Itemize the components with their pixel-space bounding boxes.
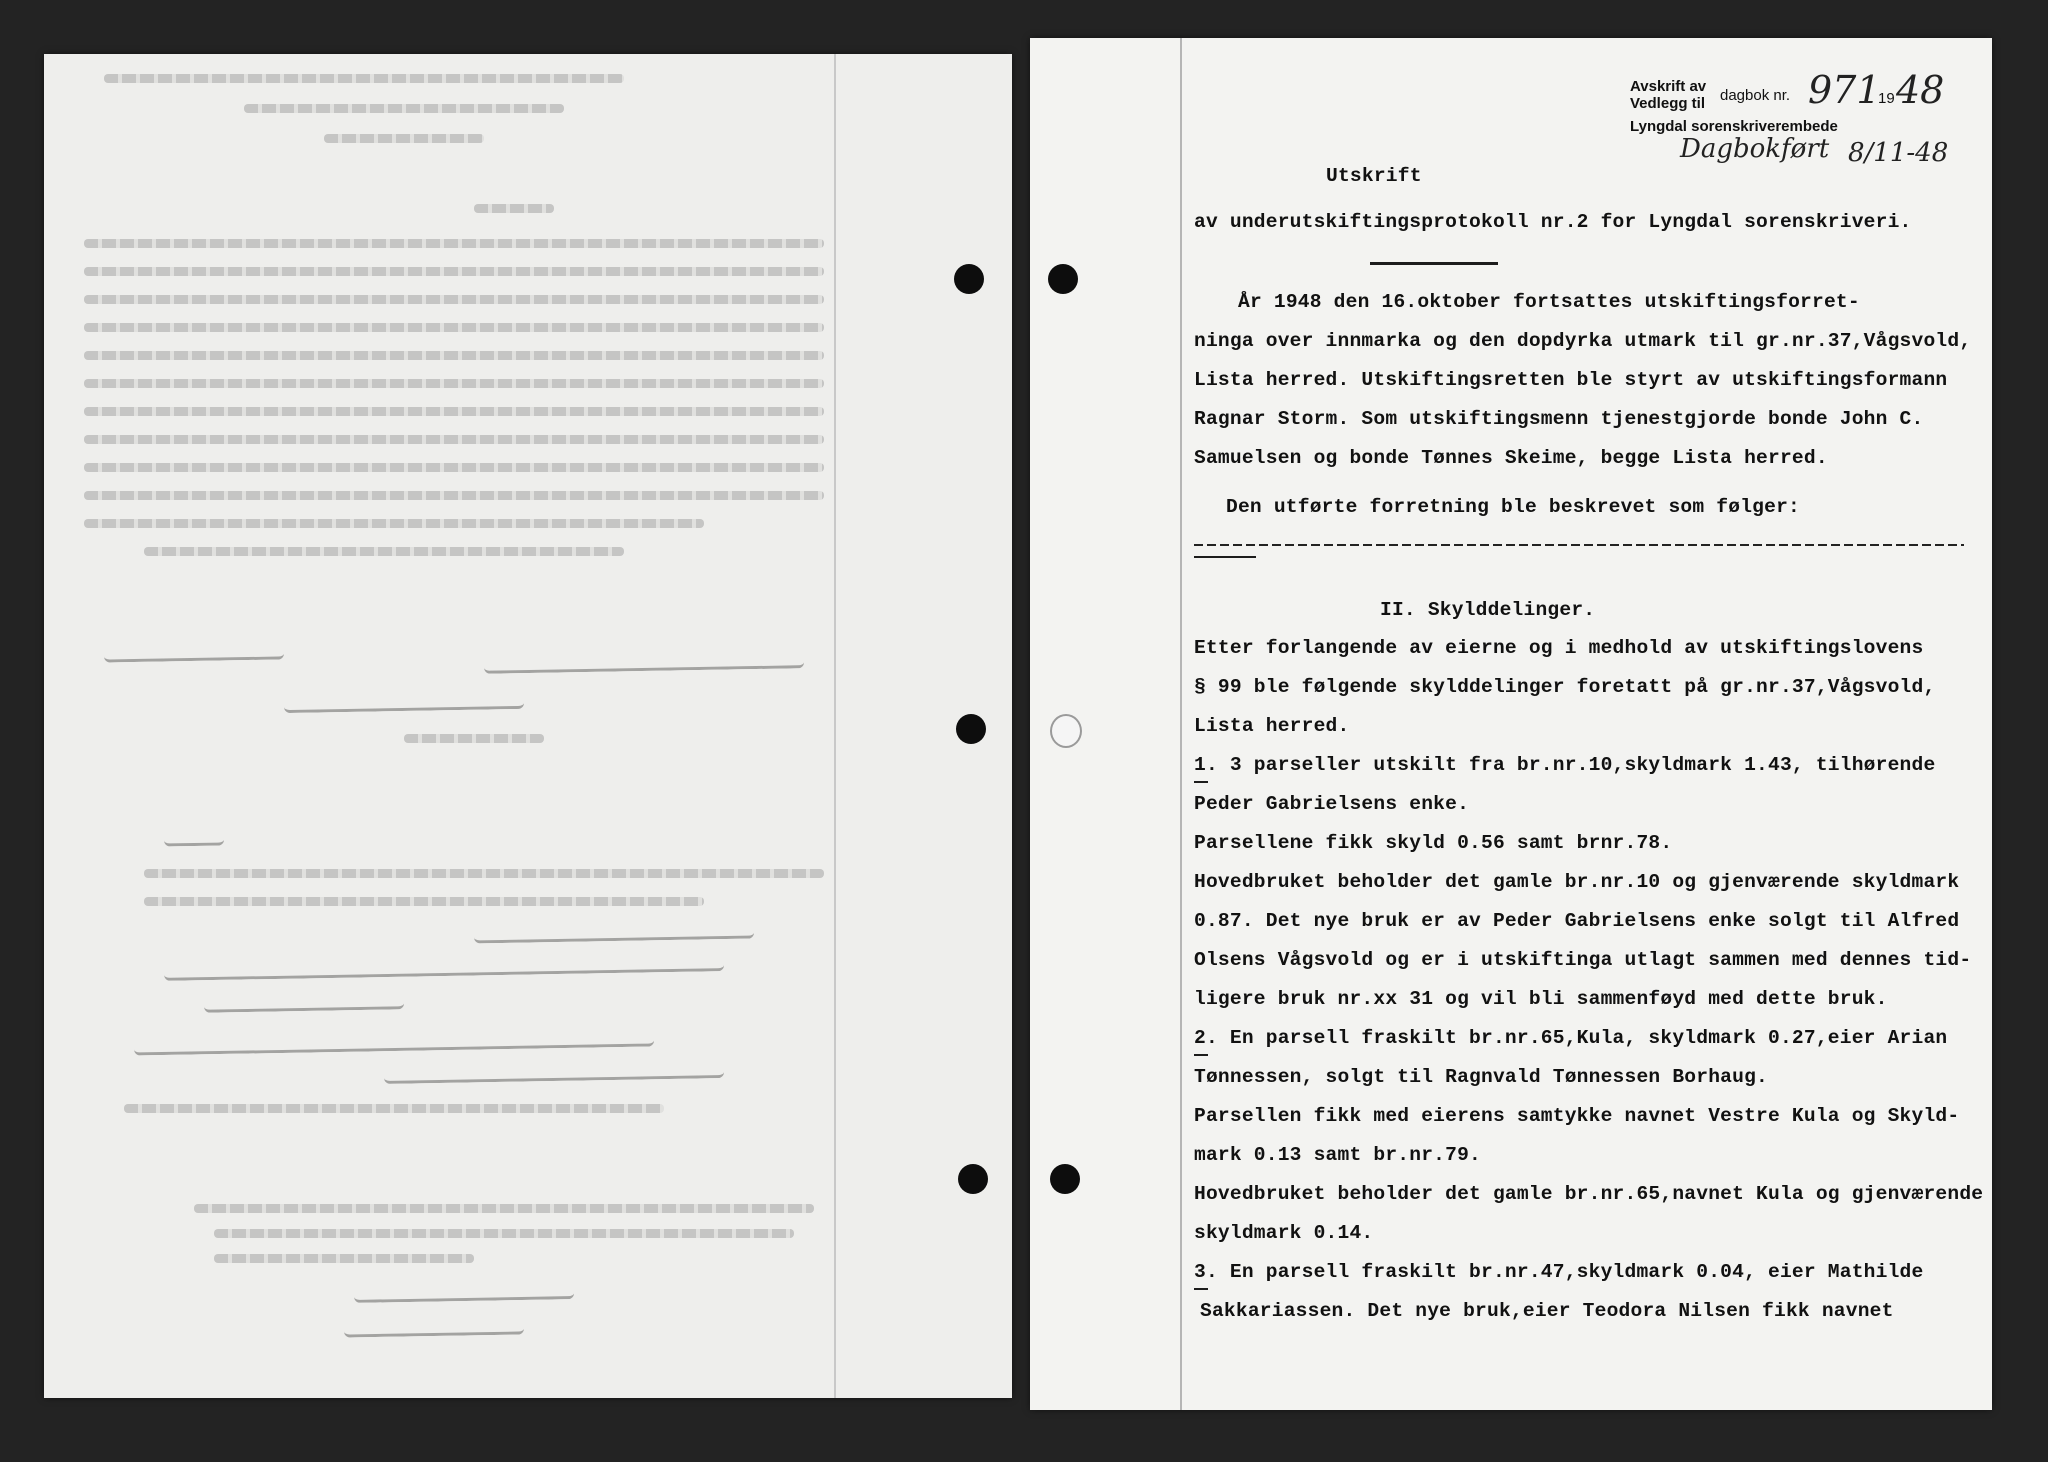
stamp-year-suffix: 48	[1896, 68, 1945, 112]
document-line: Peder Gabrielsens enke.	[1194, 793, 1470, 815]
document-line: § 99 ble følgende skylddelinger foretatt på gr.nr.37,Vågsvold,	[1194, 676, 1936, 698]
document-line: 1. 3 parseller utskilt fra br.nr.10,skyldmark 1.43, tilhørende	[1194, 754, 1936, 776]
dagbokfort-note: Dagbokført	[1680, 134, 1830, 164]
faded-text-line	[104, 74, 624, 83]
faded-signature	[474, 922, 754, 944]
document-line: av underutskiftingsprotokoll nr.2 for Lyngdal sorenskriveri.	[1194, 211, 1912, 233]
document-line: Olsens Vågsvold og er i utskiftinga utlagt sammen med dennes tid-	[1194, 949, 1972, 971]
faded-text-line	[84, 239, 824, 248]
document-line: Parsellen fikk med eierens samtykke navnet Vestre Kula og Skyld-	[1194, 1105, 1960, 1127]
punch-hole	[1050, 714, 1082, 748]
stamp-line1: Avskrift av	[1630, 78, 1707, 95]
document-line: År 1948 den 16.oktober fortsattes utskiftingsforret-	[1238, 291, 1860, 313]
faded-signature	[164, 828, 224, 846]
faded-signature	[384, 1061, 724, 1084]
faded-text-line	[124, 1104, 664, 1113]
document-heading: Utskrift	[1326, 165, 1422, 187]
document-line: Ragnar Storm. Som utskiftingsmenn tjenestgjorde bonde John C.	[1194, 408, 1924, 430]
document-line: Hovedbruket beholder det gamle br.nr.65,navnet Kula og gjenværende	[1194, 1183, 1984, 1205]
document-line: Den utførte forretning ble beskrevet som følger:	[1226, 496, 1800, 518]
dagbok-number: 971	[1808, 68, 1881, 112]
faded-text-line	[324, 134, 484, 143]
document-line: Lista herred.	[1194, 715, 1350, 737]
document-line: Lista herred. Utskiftingsretten ble styrt av utskiftingsformann	[1194, 369, 1948, 391]
faded-signature	[284, 692, 524, 713]
section-heading: II. Skylddelinger.	[1380, 599, 1596, 621]
stamp-line2: Vedlegg til	[1630, 95, 1706, 112]
faded-text-line	[474, 204, 554, 213]
number-underline	[1194, 781, 1208, 783]
faded-signature	[344, 1317, 524, 1337]
document-line: ninga over innmarka og den dopdyrka utmark til gr.nr.37,Vågsvold,	[1194, 330, 1972, 352]
faded-text-line	[84, 407, 824, 416]
right-margin-line	[1180, 38, 1182, 1410]
document-line: ligere bruk nr.xx 31 og vil bli sammenføyd med dette bruk.	[1194, 988, 1888, 1010]
faded-text-line	[144, 897, 704, 906]
faded-text-line	[84, 323, 824, 332]
document-line: 2. En parsell fraskilt br.nr.65,Kula, skyldmark 0.27,eier Arian	[1194, 1027, 1948, 1049]
document-line: mark 0.13 samt br.nr.79.	[1194, 1144, 1481, 1166]
faded-text-line	[214, 1254, 474, 1263]
faded-signature	[204, 992, 404, 1012]
faded-text-line	[144, 869, 824, 878]
document-line: Sakkariassen. Det nye bruk,eier Teodora Nilsen fikk navnet	[1200, 1300, 1894, 1322]
faded-text-line	[84, 295, 824, 304]
left-margin-line	[834, 54, 836, 1398]
document-line: 3. En parsell fraskilt br.nr.47,skyldmark 0.04, eier Mathilde	[1194, 1261, 1924, 1283]
document-line: 0.87. Det nye bruk er av Peder Gabrielsens enke solgt til Alfred	[1194, 910, 1960, 932]
number-underline	[1194, 1054, 1208, 1056]
faded-text-line	[84, 435, 824, 444]
document-line: Parsellene fikk skyld 0.56 samt brnr.78.	[1194, 832, 1673, 854]
punch-hole	[958, 1164, 988, 1194]
stamp-office: Lyngdal sorenskriverembede	[1630, 118, 1838, 135]
dagbokfort-date: 8/11-48	[1848, 138, 1949, 168]
document-line: skyldmark 0.14.	[1194, 1222, 1374, 1244]
stamp-dagbok-label: dagbok nr.	[1720, 87, 1791, 104]
document-line: Samuelsen og bonde Tønnes Skeime, begge Lista herred.	[1194, 447, 1828, 469]
punch-hole	[1050, 1164, 1080, 1194]
faded-text-line	[144, 547, 624, 556]
faded-text-line	[84, 267, 824, 276]
faded-text-line	[244, 104, 564, 113]
faded-signature	[134, 1029, 654, 1055]
left-page	[44, 54, 1012, 1398]
faded-text-line	[404, 734, 544, 743]
faded-text-line	[84, 519, 704, 528]
faded-text-line	[194, 1204, 814, 1213]
dashed-separator	[1194, 544, 1964, 546]
document-line: Tønnessen, solgt til Ragnvald Tønnessen Borhaug.	[1194, 1066, 1768, 1088]
right-page	[1030, 38, 1992, 1410]
faded-text-line	[214, 1229, 794, 1238]
punch-hole	[1048, 264, 1078, 294]
punch-hole	[954, 264, 984, 294]
separator-rule	[1370, 262, 1498, 265]
faded-signature	[104, 642, 284, 662]
number-underline	[1194, 1288, 1208, 1290]
faded-signature	[164, 954, 724, 981]
faded-text-line	[84, 491, 824, 500]
faded-signature	[354, 1282, 574, 1303]
faded-text-line	[84, 351, 824, 360]
faded-text-line	[84, 379, 824, 388]
punch-hole	[956, 714, 986, 744]
document-line: Etter forlangende av eierne og i medhold av utskiftingslovens	[1194, 637, 1924, 659]
faded-signature	[484, 651, 804, 674]
faded-text-line	[84, 463, 824, 472]
short-underline	[1194, 556, 1256, 558]
document-line: Hovedbruket beholder det gamle br.nr.10 og gjenværende skyldmark	[1194, 871, 1960, 893]
stamp-year-prefix: 19	[1878, 90, 1895, 107]
